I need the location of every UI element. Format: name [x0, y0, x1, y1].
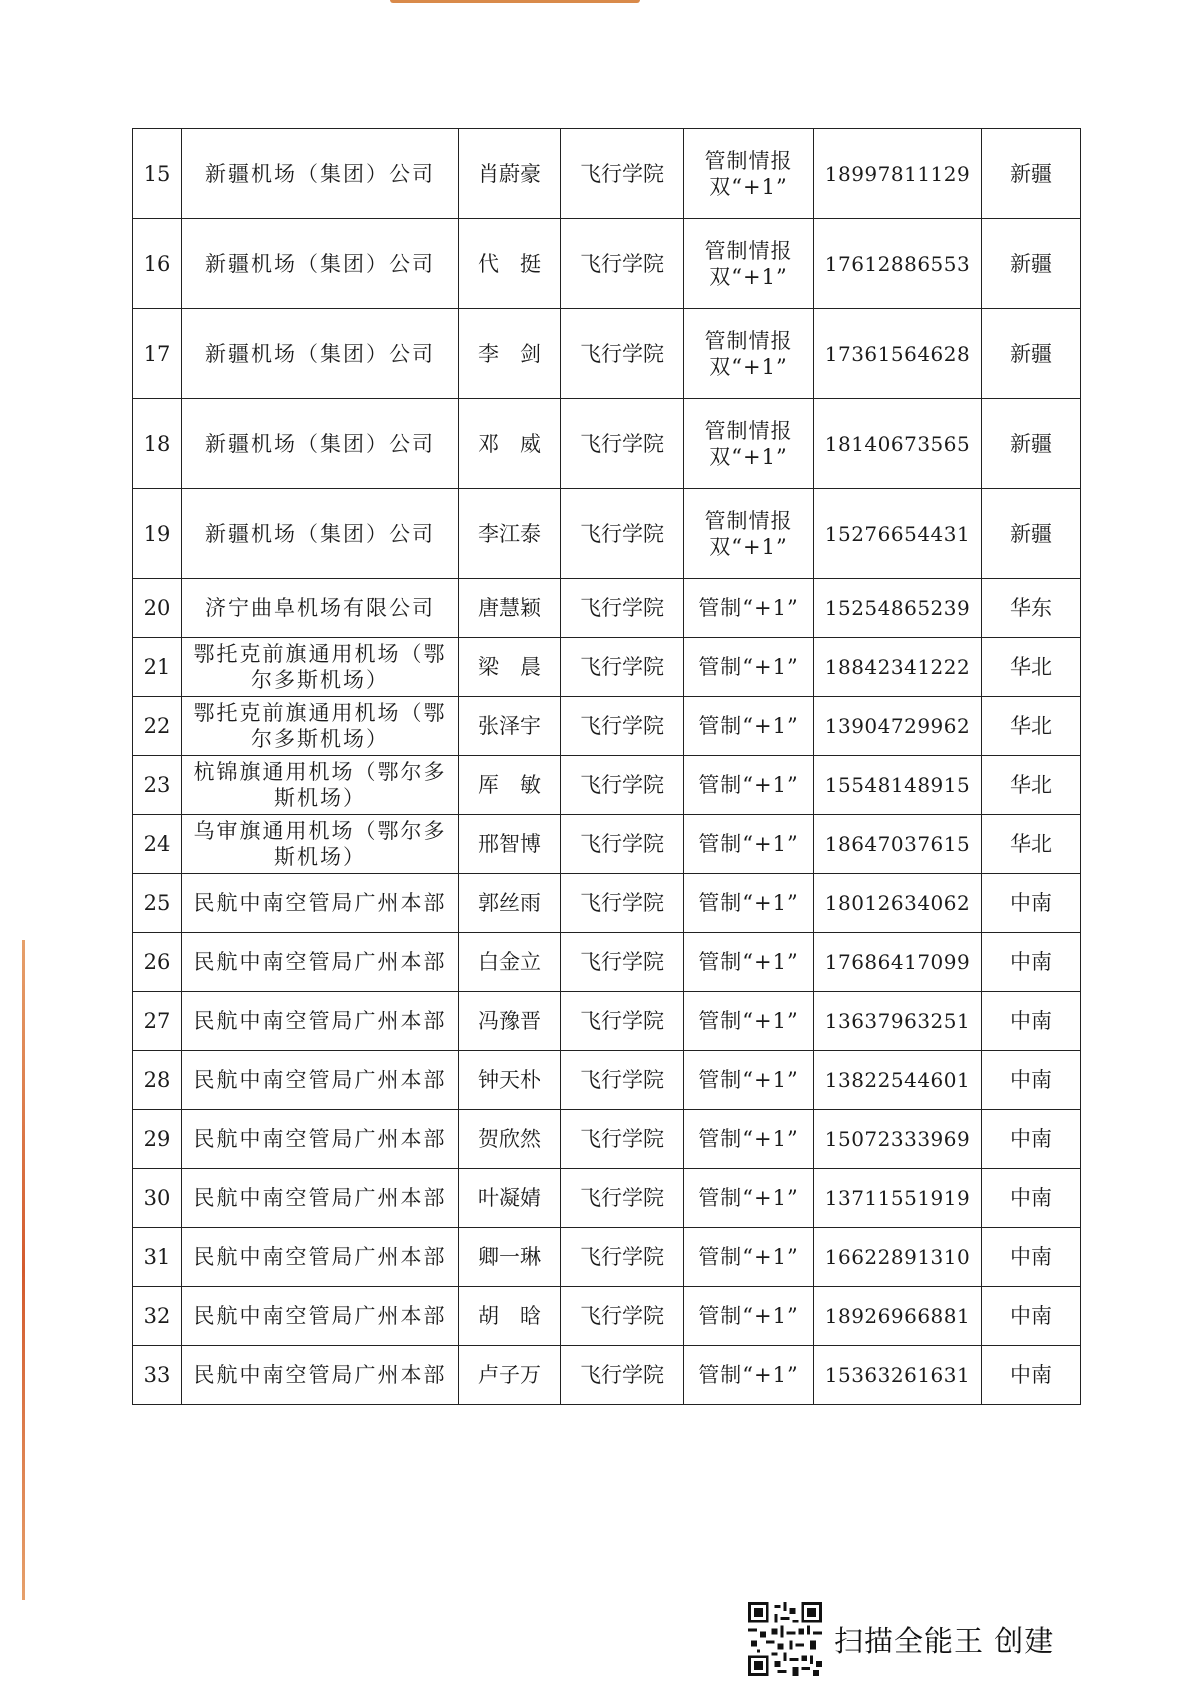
student-name-cell: 李 剑 [459, 309, 561, 399]
region-cell: 中南 [982, 1346, 1081, 1405]
school-cell: 飞行学院 [561, 1051, 684, 1110]
school-cell: 飞行学院 [561, 1169, 684, 1228]
position-type-line: 双“+1” [709, 174, 788, 199]
student-name-cell: 厍 敏 [459, 756, 561, 815]
position-type-cell [684, 756, 814, 815]
organization-cell: 民航中南空管局广州本部 [182, 1287, 459, 1346]
row-number-cell: 33 [133, 1346, 182, 1405]
position-type-cell [684, 489, 814, 579]
position-type-line: 管制“+1” [698, 891, 799, 915]
school-cell: 飞行学院 [561, 992, 684, 1051]
school-cell: 飞行学院 [561, 756, 684, 815]
school-cell: 飞行学院 [561, 489, 684, 579]
position-type-cell [684, 309, 814, 399]
organization-cell: 新疆机场（集团）公司 [182, 309, 459, 399]
position-type-line: 管制“+1” [698, 773, 799, 797]
table-row [133, 815, 1081, 874]
student-name-cell: 邓 威 [459, 399, 561, 489]
position-type-line: 管制“+1” [698, 1363, 799, 1387]
position-type-line: 双“+1” [709, 264, 788, 289]
school-cell: 飞行学院 [561, 309, 684, 399]
table-row [133, 219, 1081, 309]
region-cell: 华北 [982, 815, 1081, 874]
position-type-cell [684, 992, 814, 1051]
region-cell: 中南 [982, 1287, 1081, 1346]
region-cell: 新疆 [982, 309, 1081, 399]
position-type-cell [684, 1169, 814, 1228]
table-row [133, 1051, 1081, 1110]
organization-cell: 新疆机场（集团）公司 [182, 129, 459, 219]
position-type-cell [684, 874, 814, 933]
position-type-line: 管制“+1” [698, 1186, 799, 1210]
school-cell: 飞行学院 [561, 874, 684, 933]
organization-cell: 民航中南空管局广州本部 [182, 1110, 459, 1169]
student-name-cell: 代 挺 [459, 219, 561, 309]
organization-cell: 新疆机场（集团）公司 [182, 399, 459, 489]
student-name-cell: 梁 晨 [459, 638, 561, 697]
phone-cell: 18926966881 [814, 1287, 982, 1346]
position-type-cell [684, 579, 814, 638]
roster-table-container [132, 128, 1080, 1405]
student-name-cell: 唐慧颖 [459, 579, 561, 638]
phone-cell: 16622891310 [814, 1228, 982, 1287]
student-name-cell: 贺欣然 [459, 1110, 561, 1169]
phone-cell: 13904729962 [814, 697, 982, 756]
row-number-cell: 23 [133, 756, 182, 815]
scanner-watermark-text: 扫描全能王 创建 [834, 1623, 1055, 1658]
row-number-cell: 32 [133, 1287, 182, 1346]
position-type-line: 双“+1” [709, 444, 788, 469]
organization-cell: 新疆机场（集团）公司 [182, 489, 459, 579]
phone-cell: 18012634062 [814, 874, 982, 933]
organization-cell: 民航中南空管局广州本部 [182, 1228, 459, 1287]
row-number-cell: 31 [133, 1228, 182, 1287]
school-cell: 飞行学院 [561, 399, 684, 489]
school-cell: 飞行学院 [561, 1346, 684, 1405]
phone-cell: 17612886553 [814, 219, 982, 309]
position-type-cell [684, 1287, 814, 1346]
scan-side-mark [22, 940, 25, 1600]
row-number-cell: 30 [133, 1169, 182, 1228]
phone-cell: 15363261631 [814, 1346, 982, 1405]
table-row [133, 579, 1081, 638]
row-number-cell: 26 [133, 933, 182, 992]
scan-edge-mark [390, 0, 640, 3]
position-type-cell [684, 219, 814, 309]
region-cell: 华东 [982, 579, 1081, 638]
table-row [133, 309, 1081, 399]
phone-cell: 17686417099 [814, 933, 982, 992]
position-type-line: 管制“+1” [698, 1245, 799, 1269]
region-cell: 中南 [982, 992, 1081, 1051]
scanner-watermark [748, 1602, 1054, 1676]
school-cell: 飞行学院 [561, 129, 684, 219]
student-name-cell: 卢子万 [459, 1346, 561, 1405]
position-type-line: 管制情报 [704, 238, 793, 263]
student-name-cell: 钟天朴 [459, 1051, 561, 1110]
organization-cell: 民航中南空管局广州本部 [182, 992, 459, 1051]
school-cell: 飞行学院 [561, 638, 684, 697]
region-cell: 华北 [982, 756, 1081, 815]
student-name-cell: 白金立 [459, 933, 561, 992]
position-type-line: 管制“+1” [698, 832, 799, 856]
organization-cell: 济宁曲阜机场有限公司 [182, 579, 459, 638]
position-type-line: 管制情报 [704, 508, 793, 533]
student-name-cell: 邢智博 [459, 815, 561, 874]
table-row [133, 874, 1081, 933]
region-cell: 新疆 [982, 219, 1081, 309]
student-name-cell: 叶凝婧 [459, 1169, 561, 1228]
qr-code-icon [748, 1602, 822, 1676]
region-cell: 新疆 [982, 399, 1081, 489]
position-type-line: 双“+1” [709, 534, 788, 559]
position-type-line: 管制“+1” [698, 950, 799, 974]
organization-cell: 鄂托克前旗通用机场（鄂尔多斯机场） [182, 697, 459, 756]
school-cell: 飞行学院 [561, 1287, 684, 1346]
organization-cell: 杭锦旗通用机场（鄂尔多斯机场） [182, 756, 459, 815]
student-name-cell: 卿一琳 [459, 1228, 561, 1287]
region-cell: 新疆 [982, 129, 1081, 219]
phone-cell: 13822544601 [814, 1051, 982, 1110]
position-type-line: 管制“+1” [698, 1068, 799, 1092]
position-type-cell [684, 1110, 814, 1169]
region-cell: 新疆 [982, 489, 1081, 579]
phone-cell: 13637963251 [814, 992, 982, 1051]
position-type-cell [684, 697, 814, 756]
row-number-cell: 27 [133, 992, 182, 1051]
row-number-cell: 16 [133, 219, 182, 309]
table-row [133, 697, 1081, 756]
phone-cell: 15254865239 [814, 579, 982, 638]
organization-cell: 民航中南空管局广州本部 [182, 1169, 459, 1228]
organization-cell: 民航中南空管局广州本部 [182, 1346, 459, 1405]
position-type-cell [684, 129, 814, 219]
student-name-cell: 胡 晗 [459, 1287, 561, 1346]
position-type-line: 管制“+1” [698, 1009, 799, 1033]
phone-cell: 15072333969 [814, 1110, 982, 1169]
phone-cell: 18647037615 [814, 815, 982, 874]
table-row [133, 1110, 1081, 1169]
row-number-cell: 22 [133, 697, 182, 756]
table-row [133, 756, 1081, 815]
organization-cell: 民航中南空管局广州本部 [182, 1051, 459, 1110]
organization-cell: 民航中南空管局广州本部 [182, 933, 459, 992]
position-type-line: 管制“+1” [698, 714, 799, 738]
school-cell: 飞行学院 [561, 815, 684, 874]
student-name-cell: 冯豫晋 [459, 992, 561, 1051]
student-name-cell: 李江泰 [459, 489, 561, 579]
table-row [133, 992, 1081, 1051]
row-number-cell: 29 [133, 1110, 182, 1169]
position-type-line: 管制“+1” [698, 1304, 799, 1328]
student-name-cell: 张泽宇 [459, 697, 561, 756]
school-cell: 飞行学院 [561, 1110, 684, 1169]
position-type-line: 管制情报 [704, 418, 793, 443]
position-type-line: 管制情报 [704, 148, 793, 173]
row-number-cell: 28 [133, 1051, 182, 1110]
table-row [133, 638, 1081, 697]
phone-cell: 17361564628 [814, 309, 982, 399]
phone-cell: 18842341222 [814, 638, 982, 697]
row-number-cell: 18 [133, 399, 182, 489]
table-row [133, 489, 1081, 579]
position-type-line: 双“+1” [709, 354, 788, 379]
region-cell: 华北 [982, 638, 1081, 697]
row-number-cell: 24 [133, 815, 182, 874]
school-cell: 飞行学院 [561, 933, 684, 992]
table-row [133, 1346, 1081, 1405]
phone-cell: 13711551919 [814, 1169, 982, 1228]
region-cell: 中南 [982, 933, 1081, 992]
school-cell: 飞行学院 [561, 579, 684, 638]
table-row [133, 1228, 1081, 1287]
phone-cell: 15276654431 [814, 489, 982, 579]
position-type-cell [684, 815, 814, 874]
row-number-cell: 21 [133, 638, 182, 697]
position-type-line: 管制“+1” [698, 596, 799, 620]
phone-cell: 18997811129 [814, 129, 982, 219]
table-row [133, 933, 1081, 992]
organization-cell: 乌审旗通用机场（鄂尔多斯机场） [182, 815, 459, 874]
row-number-cell: 20 [133, 579, 182, 638]
organization-cell: 民航中南空管局广州本部 [182, 874, 459, 933]
region-cell: 中南 [982, 1051, 1081, 1110]
table-row [133, 129, 1081, 219]
position-type-cell [684, 638, 814, 697]
region-cell: 中南 [982, 1110, 1081, 1169]
phone-cell: 15548148915 [814, 756, 982, 815]
position-type-line: 管制情报 [704, 328, 793, 353]
region-cell: 中南 [982, 1169, 1081, 1228]
student-name-cell: 郭丝雨 [459, 874, 561, 933]
roster-table [132, 128, 1081, 1405]
position-type-cell [684, 1051, 814, 1110]
school-cell: 飞行学院 [561, 219, 684, 309]
region-cell: 中南 [982, 1228, 1081, 1287]
school-cell: 飞行学院 [561, 697, 684, 756]
table-row [133, 399, 1081, 489]
roster-table-body [133, 129, 1081, 1405]
position-type-line: 管制“+1” [698, 655, 799, 679]
row-number-cell: 17 [133, 309, 182, 399]
position-type-line: 管制“+1” [698, 1127, 799, 1151]
phone-cell: 18140673565 [814, 399, 982, 489]
region-cell: 中南 [982, 874, 1081, 933]
position-type-cell [684, 1346, 814, 1405]
row-number-cell: 25 [133, 874, 182, 933]
row-number-cell: 15 [133, 129, 182, 219]
row-number-cell: 19 [133, 489, 182, 579]
organization-cell: 新疆机场（集团）公司 [182, 219, 459, 309]
region-cell: 华北 [982, 697, 1081, 756]
school-cell: 飞行学院 [561, 1228, 684, 1287]
position-type-cell [684, 1228, 814, 1287]
organization-cell: 鄂托克前旗通用机场（鄂尔多斯机场） [182, 638, 459, 697]
position-type-cell [684, 933, 814, 992]
table-row [133, 1287, 1081, 1346]
table-row [133, 1169, 1081, 1228]
position-type-cell [684, 399, 814, 489]
student-name-cell: 肖蔚豪 [459, 129, 561, 219]
